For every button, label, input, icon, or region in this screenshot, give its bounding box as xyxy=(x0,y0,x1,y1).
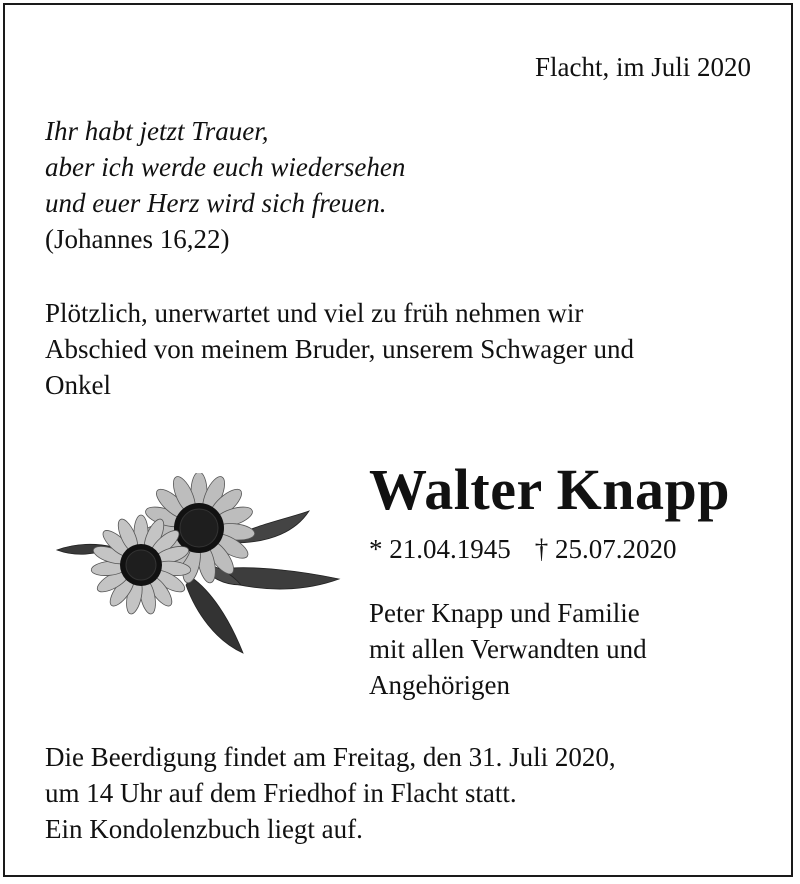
intro-line: Abschied von meinem Bruder, unserem Schwager und xyxy=(45,334,635,364)
obituary-notice xyxy=(3,3,793,877)
intro-text xyxy=(45,295,634,403)
intro-line: Onkel xyxy=(45,370,111,400)
mourners-line: mit allen Verwandten und xyxy=(369,634,647,664)
mourners xyxy=(369,595,647,703)
funeral-line: Ein Kondolenzbuch liegt auf. xyxy=(45,814,363,844)
verse-line: und euer Herz wird sich freuen. xyxy=(45,188,387,218)
funeral-line: um 14 Uhr auf dem Friedhof in Flacht statt. xyxy=(45,778,517,808)
bible-verse xyxy=(45,113,405,221)
funeral-line: Die Beerdigung findet am Freitag, den 31. Juli 2020, xyxy=(45,742,616,772)
verse-reference: (Johannes 16,22) xyxy=(45,224,230,254)
death-date: † 25.07.2020 xyxy=(534,534,677,564)
mourners-line: Peter Knapp und Familie xyxy=(369,598,640,628)
verse-line: Ihr habt jetzt Trauer, xyxy=(45,116,269,146)
deceased-name: Walter Knapp xyxy=(369,457,731,522)
life-dates xyxy=(369,531,677,567)
place-date: Flacht, im Juli 2020 xyxy=(535,52,751,82)
intro-line: Plötzlich, unerwartet und viel zu früh nehmen wir xyxy=(45,298,584,328)
verse-line: aber ich werde euch wiedersehen xyxy=(45,152,406,182)
birth-date: * 21.04.1945 xyxy=(369,534,511,564)
sunflower-icon xyxy=(51,473,347,663)
funeral-info xyxy=(45,739,616,847)
mourners-line: Angehörigen xyxy=(369,670,510,700)
